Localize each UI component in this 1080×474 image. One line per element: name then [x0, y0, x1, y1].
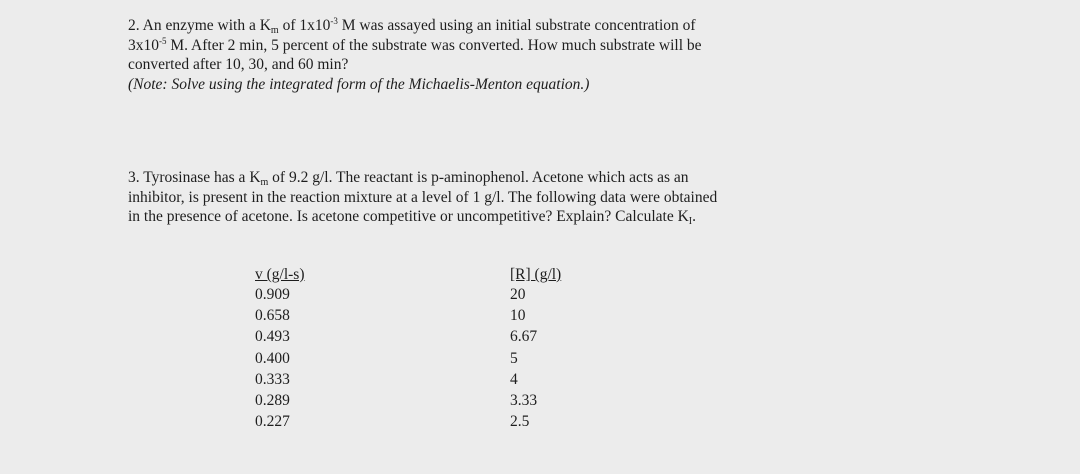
problem-2: [128, 16, 958, 94]
problem-3-text: of 9.2 g/l. The reactant is p-aminophenol. Acetone which acts as an: [268, 169, 689, 186]
problem-3: [128, 168, 958, 227]
reactant-value: 20: [510, 286, 526, 303]
problem-3-text: 3. Tyrosinase has a K: [128, 169, 261, 186]
km-subscript: m: [270, 25, 279, 36]
velocity-value: 0.227: [255, 413, 290, 431]
problem-2-line-1: [128, 16, 958, 36]
reactant-value: 4: [510, 370, 518, 388]
reactant-value: 2.5: [510, 413, 530, 431]
problem-3-line-3: [128, 207, 958, 227]
problem-3-text: .: [692, 208, 696, 225]
velocity-value: 0.333: [255, 370, 290, 388]
velocity-value: 0.493: [255, 328, 290, 346]
problem-2-text: M was assayed using an initial substrate concentration of: [337, 17, 696, 34]
velocity-value: 0.289: [255, 391, 290, 409]
problem-2-text: 3x10: [128, 36, 159, 54]
problem-2-line-3: converted after 10, 30, and 60 min?: [128, 56, 349, 73]
problem-3-line-1: [128, 168, 958, 188]
problem-3-text: in the presence of acetone. Is acetone competitive or uncompetitive? Explain? Calculate K: [128, 208, 689, 225]
exponent: -5: [159, 35, 167, 46]
problem-2-line-2: [128, 36, 958, 56]
reactant-value: 6.67: [510, 328, 538, 346]
problem-3-line-2: inhibitor, is present in the reaction mixture at a level of 1 g/l. The following data were obtained: [128, 188, 718, 206]
exponent: -3: [330, 16, 338, 26]
velocity-value: 0.400: [255, 349, 290, 367]
reactant-header: [R] (g/l): [510, 266, 562, 283]
reactant-value: 3.33: [510, 391, 538, 409]
velocity-header: v (g/l-s): [255, 266, 305, 283]
problem-2-text: of 1x10: [278, 17, 331, 34]
km-subscript: m: [260, 177, 269, 188]
problem-2-note: (Note: Solve using the integrated form of the Michaelis-Menton equation.): [128, 75, 590, 93]
velocity-column: [255, 265, 375, 432]
reactant-value: 5: [510, 349, 518, 367]
problem-2-text: M. After 2 min, 5 percent of the substrate was converted. How much substrate will be: [166, 36, 702, 54]
velocity-value: 0.658: [255, 307, 290, 325]
problem-2-text: 2. An enzyme with a K: [128, 17, 271, 34]
reactant-value: 10: [510, 307, 526, 325]
velocity-value: 0.909: [255, 286, 290, 303]
ki-subscript: I: [688, 216, 693, 227]
reactant-column: [510, 265, 630, 432]
